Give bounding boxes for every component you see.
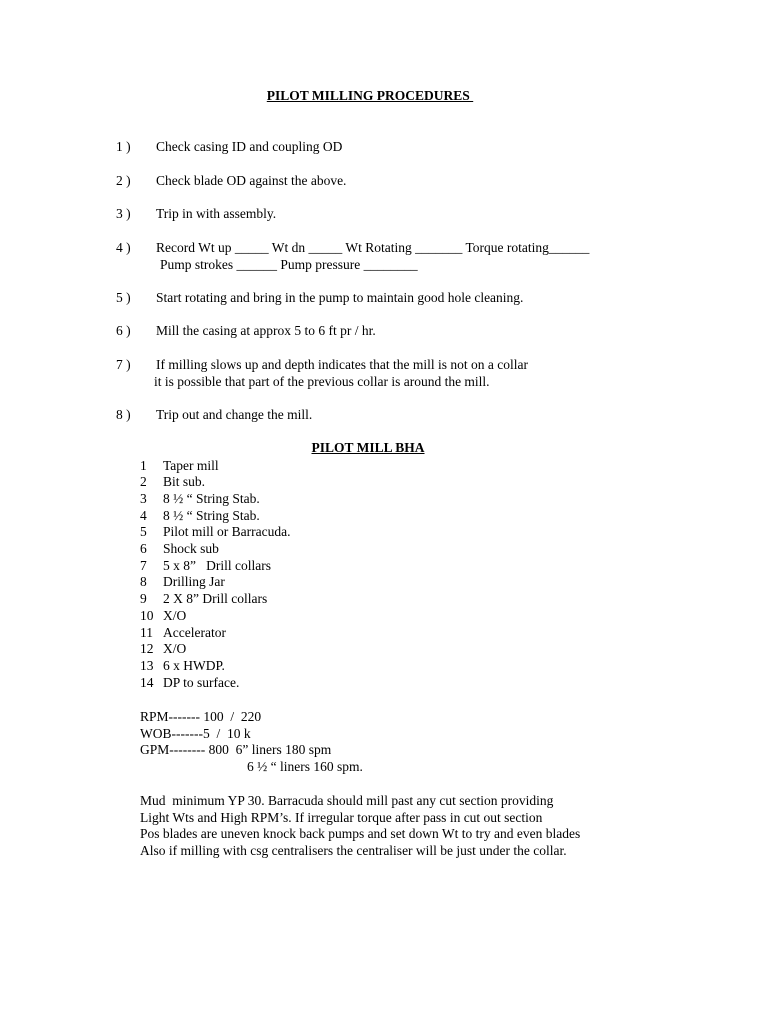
note-line: Light Wts and High RPM’s. If irregular torque after pass in cut out section [140, 810, 543, 825]
step-number: 3 ) [116, 206, 131, 221]
bha-item-description: 5 x 8” Drill collars [163, 558, 271, 573]
gpm-parameter: GPM-------- 800 6” liners 180 spm [140, 742, 332, 757]
bha-item [0, 558, 768, 575]
bha-item-description: DP to surface. [163, 675, 240, 690]
step-text: If milling slows up and depth indicates that the mill is not on a collar [156, 357, 528, 372]
bha-item [0, 524, 768, 541]
bha-item-number: 6 [140, 541, 147, 556]
step-text-continued: it is possible that part of the previous collar is around the mill. [154, 374, 490, 389]
bha-item-number: 12 [140, 641, 154, 656]
bha-item-description: Bit sub. [163, 474, 206, 489]
bha-item-number: 2 [140, 474, 147, 489]
step-text: Check blade OD against the above. [156, 173, 347, 188]
bha-item-description: X/O [163, 641, 187, 656]
step-text: Trip in with assembly. [156, 206, 277, 221]
step-number: 6 ) [116, 323, 131, 338]
step-text: Start rotating and bring in the pump to maintain good hole cleaning. [156, 290, 524, 305]
bha-item [0, 574, 768, 591]
bha-item [0, 675, 768, 692]
bha-item [0, 658, 768, 675]
bha-item-number: 14 [140, 675, 154, 690]
bha-item-description: 8 ½ “ String Stab. [163, 508, 260, 523]
bha-item-description: Shock sub [163, 541, 219, 556]
rpm-parameter: RPM------- 100 / 220 [140, 709, 262, 724]
bha-item [0, 508, 768, 525]
page-title: PILOT MILLING PROCEDURES [266, 88, 474, 103]
wob-parameter: WOB-------5 / 10 k [140, 726, 251, 741]
bha-item-number: 11 [140, 625, 153, 640]
bha-item-number: 7 [140, 558, 147, 573]
bha-item-description: 6 x HWDP. [163, 658, 225, 673]
step-number: 2 ) [116, 173, 131, 188]
bha-item-description: Accelerator [163, 625, 226, 640]
bha-item-description: Taper mill [163, 458, 219, 473]
note-line: Pos blades are uneven knock back pumps and set down Wt to try and even blades [140, 826, 581, 841]
bha-item-description: 2 X 8” Drill collars [163, 591, 268, 606]
step-number: 4 ) [116, 240, 131, 255]
step-number: 5 ) [116, 290, 131, 305]
bha-item-number: 13 [140, 658, 154, 673]
step-text-continued: Pump strokes ______ Pump pressure ________ [160, 257, 418, 272]
bha-item-description: Pilot mill or Barracuda. [163, 524, 291, 539]
bha-item [0, 591, 768, 608]
bha-item [0, 641, 768, 658]
bha-item [0, 625, 768, 642]
bha-item-number: 1 [140, 458, 147, 473]
bha-title: PILOT MILL BHA [311, 440, 425, 455]
bha-item [0, 541, 768, 558]
bha-item [0, 608, 768, 625]
step-number: 7 ) [116, 357, 131, 372]
bha-item-number: 4 [140, 508, 147, 523]
bha-item-description: X/O [163, 608, 187, 623]
step-number: 1 ) [116, 139, 131, 154]
step-text: Trip out and change the mill. [156, 407, 313, 422]
bha-item [0, 458, 768, 475]
step-text: Record Wt up _____ Wt dn _____ Wt Rotating _______ Torque rotating______ [156, 240, 590, 255]
bha-item-description: 8 ½ “ String Stab. [163, 491, 260, 506]
step-text: Mill the casing at approx 5 to 6 ft pr / hr. [156, 323, 376, 338]
step-number: 8 ) [116, 407, 131, 422]
note-line: Also if milling with csg centralisers the centraliser will be just under the collar. [140, 843, 567, 858]
step-text: Check casing ID and coupling OD [156, 139, 343, 154]
bha-item-number: 3 [140, 491, 147, 506]
note-line: Mud minimum YP 30. Barracuda should mill past any cut section providing [140, 793, 554, 808]
gpm-parameter-continued: 6 ½ “ liners 160 spm. [247, 759, 363, 774]
bha-item [0, 491, 768, 508]
bha-item-number: 8 [140, 574, 147, 589]
bha-item-number: 9 [140, 591, 147, 606]
bha-item-number: 10 [140, 608, 154, 623]
bha-item-number: 5 [140, 524, 147, 539]
bha-item [0, 474, 768, 491]
bha-item-description: Drilling Jar [163, 574, 225, 589]
